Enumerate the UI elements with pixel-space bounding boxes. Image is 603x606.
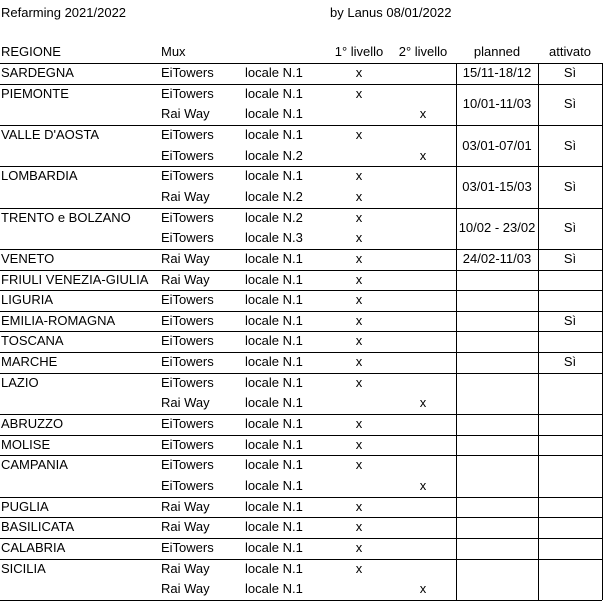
level1-mark: x [355, 230, 363, 245]
row-border [0, 311, 602, 312]
region-cell: BASILICATA [1, 519, 75, 534]
region-cell: VALLE D'AOSTA [1, 127, 100, 142]
row-border [0, 208, 602, 209]
local-mux-cell: locale N.1 [245, 457, 303, 472]
row-border [0, 125, 602, 126]
region-cell: PIEMONTE [1, 86, 69, 101]
activated-cell: Sì [563, 313, 577, 328]
region-cell: CAMPANIA [1, 457, 68, 472]
mux-cell: Rai Way [161, 519, 210, 534]
region-cell: MOLISE [1, 437, 51, 452]
mux-cell: Rai Way [161, 106, 210, 121]
level1-mark: x [355, 354, 363, 369]
mux-cell: EiTowers [161, 354, 214, 369]
row-border [0, 352, 602, 353]
local-mux-cell: locale N.1 [245, 168, 303, 183]
local-mux-cell: locale N.2 [245, 210, 303, 225]
row-border [0, 373, 602, 374]
local-mux-cell: locale N.1 [245, 437, 303, 452]
mux-cell: Rai Way [161, 395, 210, 410]
mux-cell: EiTowers [161, 65, 214, 80]
planned-cell: 10/02 - 23/02 [458, 220, 536, 235]
mux-cell: Rai Way [161, 561, 210, 576]
activated-cell: Sì [563, 251, 577, 266]
level1-mark: x [355, 457, 363, 472]
mux-cell: EiTowers [161, 168, 214, 183]
local-mux-cell: locale N.1 [245, 540, 303, 555]
level2-mark: x [419, 581, 427, 596]
header-mux: Mux [161, 44, 186, 59]
level2-mark: x [419, 478, 427, 493]
level1-mark: x [355, 561, 363, 576]
header-region: REGIONE [1, 44, 61, 59]
header-level2: 2° livello [398, 44, 448, 59]
local-mux-cell: locale N.1 [245, 519, 303, 534]
mux-cell: Rai Way [161, 189, 210, 204]
level1-mark: x [355, 375, 363, 390]
region-cell: PUGLIA [1, 499, 49, 514]
region-cell: CALABRIA [1, 540, 66, 555]
mux-cell: EiTowers [161, 292, 214, 307]
level1-mark: x [355, 519, 363, 534]
region-cell: ABRUZZO [1, 416, 64, 431]
level1-mark: x [355, 292, 363, 307]
planned-cell: 10/01-11/03 [462, 96, 532, 111]
row-border [0, 290, 602, 291]
local-mux-cell: locale N.3 [245, 230, 303, 245]
mux-cell: EiTowers [161, 437, 214, 452]
level1-mark: x [355, 65, 363, 80]
activated-cell: Sì [563, 96, 577, 111]
activated-cell: Sì [563, 65, 577, 80]
mux-cell: EiTowers [161, 457, 214, 472]
level1-mark: x [355, 86, 363, 101]
level1-mark: x [355, 499, 363, 514]
mux-cell: Rai Way [161, 251, 210, 266]
local-mux-cell: locale N.1 [245, 375, 303, 390]
header-activated: attivato [549, 44, 591, 59]
row-border [0, 538, 602, 539]
level1-mark: x [355, 313, 363, 328]
local-mux-cell: locale N.1 [245, 292, 303, 307]
local-mux-cell: locale N.1 [245, 581, 303, 596]
local-mux-cell: locale N.1 [245, 65, 303, 80]
header-level1: 1° livello [334, 44, 384, 59]
activated-cell: Sì [563, 179, 577, 194]
mux-cell: EiTowers [161, 416, 214, 431]
mux-cell: EiTowers [161, 210, 214, 225]
region-cell: LOMBARDIA [1, 168, 78, 183]
local-mux-cell: locale N.1 [245, 272, 303, 287]
row-border [0, 517, 602, 518]
region-cell: TOSCANA [1, 333, 64, 348]
table-bottom-border [0, 600, 602, 601]
level2-mark: x [419, 106, 427, 121]
row-border [0, 166, 602, 167]
activated-cell: Sì [563, 354, 577, 369]
planned-cell: 03/01-15/03 [462, 179, 532, 194]
local-mux-cell: locale N.1 [245, 478, 303, 493]
level1-mark: x [355, 333, 363, 348]
region-cell: EMILIA-ROMAGNA [1, 313, 116, 328]
activated-cell: Sì [563, 138, 577, 153]
local-mux-cell: locale N.1 [245, 561, 303, 576]
spreadsheet-title: Refarming 2021/2022 [1, 5, 127, 20]
local-mux-cell: locale N.2 [245, 189, 303, 204]
planned-cell: 03/01-07/01 [462, 138, 532, 153]
planned-cell: 24/02-11/03 [462, 251, 532, 266]
level2-mark: x [419, 148, 427, 163]
local-mux-cell: locale N.1 [245, 313, 303, 328]
level1-mark: x [355, 251, 363, 266]
local-mux-cell: locale N.1 [245, 499, 303, 514]
mux-cell: EiTowers [161, 333, 214, 348]
local-mux-cell: locale N.1 [245, 86, 303, 101]
local-mux-cell: locale N.1 [245, 127, 303, 142]
row-border [0, 435, 602, 436]
level1-mark: x [355, 127, 363, 142]
region-cell: SICILIA [1, 561, 46, 576]
row-border [0, 270, 602, 271]
local-mux-cell: locale N.1 [245, 251, 303, 266]
region-cell: LIGURIA [1, 292, 54, 307]
row-border [0, 497, 602, 498]
region-cell: VENETO [1, 251, 55, 266]
mux-cell: EiTowers [161, 230, 214, 245]
column-border [538, 63, 539, 600]
local-mux-cell: locale N.1 [245, 354, 303, 369]
activated-cell: Sì [563, 220, 577, 235]
mux-cell: EiTowers [161, 148, 214, 163]
level1-mark: x [355, 189, 363, 204]
level1-mark: x [355, 210, 363, 225]
mux-cell: Rai Way [161, 272, 210, 287]
level1-mark: x [355, 540, 363, 555]
level2-mark: x [419, 395, 427, 410]
local-mux-cell: locale N.1 [245, 395, 303, 410]
mux-cell: EiTowers [161, 86, 214, 101]
mux-cell: EiTowers [161, 478, 214, 493]
region-cell: SARDEGNA [1, 65, 74, 80]
mux-cell: EiTowers [161, 375, 214, 390]
mux-cell: Rai Way [161, 581, 210, 596]
row-border [0, 84, 602, 85]
mux-cell: EiTowers [161, 127, 214, 142]
row-border [0, 559, 602, 560]
column-border [456, 63, 457, 600]
local-mux-cell: locale N.1 [245, 333, 303, 348]
region-cell: FRIULI VENEZIA-GIULIA [1, 272, 149, 287]
row-border [0, 63, 602, 64]
mux-cell: EiTowers [161, 540, 214, 555]
level1-mark: x [355, 168, 363, 183]
local-mux-cell: locale N.1 [245, 106, 303, 121]
local-mux-cell: locale N.1 [245, 416, 303, 431]
row-border [0, 455, 602, 456]
row-border [0, 414, 602, 415]
region-cell: LAZIO [1, 375, 39, 390]
row-border [0, 331, 602, 332]
level1-mark: x [355, 272, 363, 287]
spreadsheet-author: by Lanus 08/01/2022 [330, 5, 452, 20]
region-cell: MARCHE [1, 354, 58, 369]
level1-mark: x [355, 437, 363, 452]
row-border [0, 249, 602, 250]
header-planned: planned [473, 44, 521, 59]
local-mux-cell: locale N.2 [245, 148, 303, 163]
mux-cell: Rai Way [161, 499, 210, 514]
planned-cell: 15/11-18/12 [462, 65, 532, 80]
mux-cell: EiTowers [161, 313, 214, 328]
level1-mark: x [355, 416, 363, 431]
region-cell: TRENTO e BOLZANO [1, 210, 131, 225]
